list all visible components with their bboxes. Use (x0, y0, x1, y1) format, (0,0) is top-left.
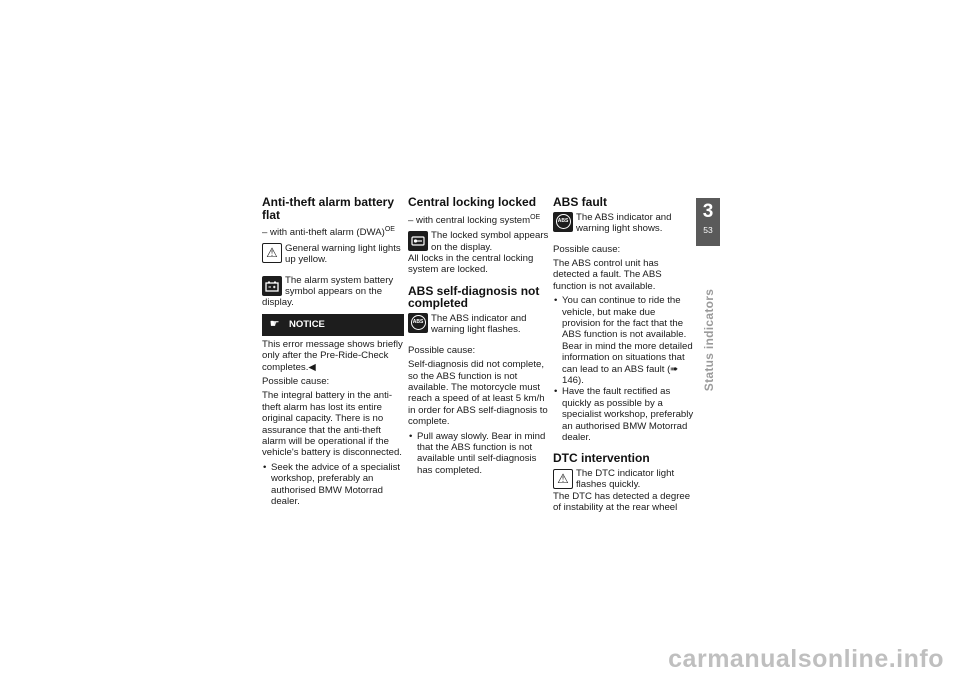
abs-flash-text: The ABS indicator and warning light flashes. (431, 312, 527, 336)
list-item: • Have the fault rectified as quickly as possible by a specialist workshop, preferably an authorised BMW Motorrad dealer. (554, 386, 694, 443)
column-anti-theft (262, 196, 404, 511)
action-list (553, 295, 695, 443)
alarm-battery-row (262, 275, 404, 309)
column-central-locking (408, 196, 550, 479)
chapter-tab (696, 198, 720, 246)
section-title-dtc-intervention: DTC intervention (553, 451, 650, 466)
abs-fault-row (553, 212, 695, 242)
notice-label: NOTICE (289, 319, 325, 331)
oe-mark: OE (530, 213, 541, 221)
abs-indicator-icon: ABS (553, 212, 573, 232)
key-icon (411, 235, 425, 247)
general-warning-icon: ⚠ (262, 243, 282, 263)
alarm-battery-text: The alarm system battery symbol appears on the display. (262, 274, 394, 309)
oe-text: with anti-theft alarm (DWA) (267, 227, 385, 239)
lock-row (408, 230, 550, 253)
bullet-icon: • (263, 461, 267, 473)
oe-dash: – (262, 227, 268, 239)
key-lock-icon (408, 231, 428, 251)
oe-mark: OE (384, 226, 395, 233)
lock-result-text: All locks in the central locking system are locked. (408, 252, 534, 276)
warning-light-row (262, 243, 404, 273)
cause-text: The integral battery in the anti-theft alarm has lost its entire original capacity. There is no assurance that the anti-theft alarm will be operational if the vehicle's battery is disconnected. (262, 390, 402, 459)
notice-text: This error message shows briefly only after the Pre-Ride-Check completes.◀ (262, 338, 403, 373)
cause-text: The ABS control unit has detected a fault. The ABS function is not available. (553, 257, 662, 292)
notice-hand-icon: ☛ (269, 318, 280, 331)
alarm-battery-icon (262, 276, 282, 296)
oe-text: with central locking system (413, 214, 531, 226)
battery-icon (265, 280, 279, 292)
page-number: 53 (703, 225, 713, 235)
lock-text: The locked symbol appears on the display. (431, 230, 549, 253)
column-abs-fault (553, 196, 695, 517)
dtc-indicator-icon: ⚠ (553, 469, 573, 489)
section-title-central-locking: Central locking locked (408, 195, 537, 209)
bullet-icon: • (409, 430, 413, 442)
chapter-number: 3 (702, 201, 714, 222)
cause-text: Self-diagnosis did not complete, so the ABS function is not available. The motorcycle must reach a speed of at least 5 km/h in order for ABS self-diagnosis to complete. (408, 359, 548, 428)
chapter-side-label: Status indicators (702, 288, 716, 392)
abs-flash-row (408, 313, 550, 343)
abs-indicator-icon: ABS (408, 313, 428, 333)
dtc-row (553, 468, 695, 491)
warning-light-text: General warning light lights up yellow. (285, 242, 401, 265)
cause-label: Possible cause: (553, 243, 621, 255)
end-mark-icon: ◀ (308, 361, 316, 373)
notice-banner (262, 314, 404, 336)
list-item: • Seek the advice of a specialist workshop, preferably an authorised BMW Motorrad dealer. (263, 461, 401, 508)
section-title-abs-self-diagnosis: ABS self-diagnosis not completed (408, 283, 540, 311)
oe-line-dwa (262, 224, 404, 239)
section-title-abs-fault: ABS fault (553, 195, 607, 209)
list-item: • You can continue to ride the vehicle, but make due provision for the fact that the ABS function is not available. Bear in mind the more detailed information on situations that can lead to an ABS fault (➠ 146). (554, 295, 693, 386)
section-title-anti-theft: Anti-theft alarm battery flat (262, 195, 395, 222)
abs-fault-text: The ABS indicator and warning light shows. (576, 211, 672, 234)
watermark: carmanualsonline.info (668, 645, 944, 673)
action-list (262, 462, 404, 508)
list-item: • Pull away slowly. Bear in mind that the ABS function is not available until self-diagnosis has completed. (409, 430, 546, 476)
oe-dash: – (408, 214, 414, 226)
bullet-icon: • (554, 386, 558, 398)
dtc-text: The DTC indicator light flashes quickly. (576, 467, 675, 491)
bullet-icon: • (554, 295, 558, 307)
cause-label: Possible cause: (262, 376, 330, 388)
oe-line-central-locking (408, 212, 550, 227)
dtc-result-text: The DTC has detected a degree of instability at the rear wheel (553, 490, 691, 514)
action-list (408, 431, 550, 477)
cause-label: Possible cause: (408, 344, 476, 356)
